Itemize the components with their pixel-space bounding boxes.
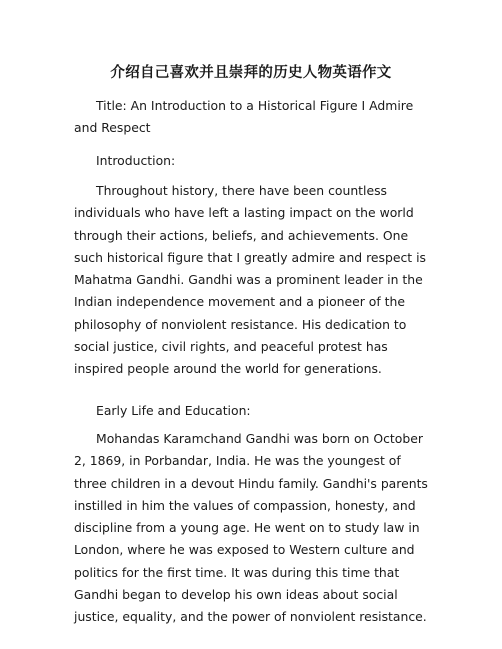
document-heading: 介绍自己喜欢并且崇拜的历史人物英语作文 — [110, 65, 392, 81]
section-heading-introduction: Introduction: — [96, 153, 176, 168]
early-life-paragraph: Mohandas Karamchand Gandhi was born on October 2, 1869, in Porbandar, India. He was the youngest of three children in a devout Hindu family. Gandhi's parents instilled in him the values of compassion, honesty, and discipline from a young age. He went on to study law in London, where he was exposed to Western culture and politics for the first time. It was during this time that Gandhi began to develop his own ideas about social justice, equality, and the power of nonviolent resistance. — [74, 431, 428, 625]
essay-title-paragraph: Title: An Introduction to a Historical Figure I Admire and Respect — [74, 98, 414, 136]
section-heading-early-life: Early Life and Education: — [96, 403, 251, 418]
introduction-paragraph: Throughout history, there have been countless individuals who have left a lasting impact on the world through their actions, beliefs, and achievements. One such historical figure that I greatly admire and respect is Mahatma Gandhi. Gandhi was a prominent leader in the Indian independence movement and a pioneer of the philosophy of nonviolent resistance. His dedication to social justice, civil rights, and peaceful protest has inspired people around the world for generations. — [74, 183, 427, 377]
